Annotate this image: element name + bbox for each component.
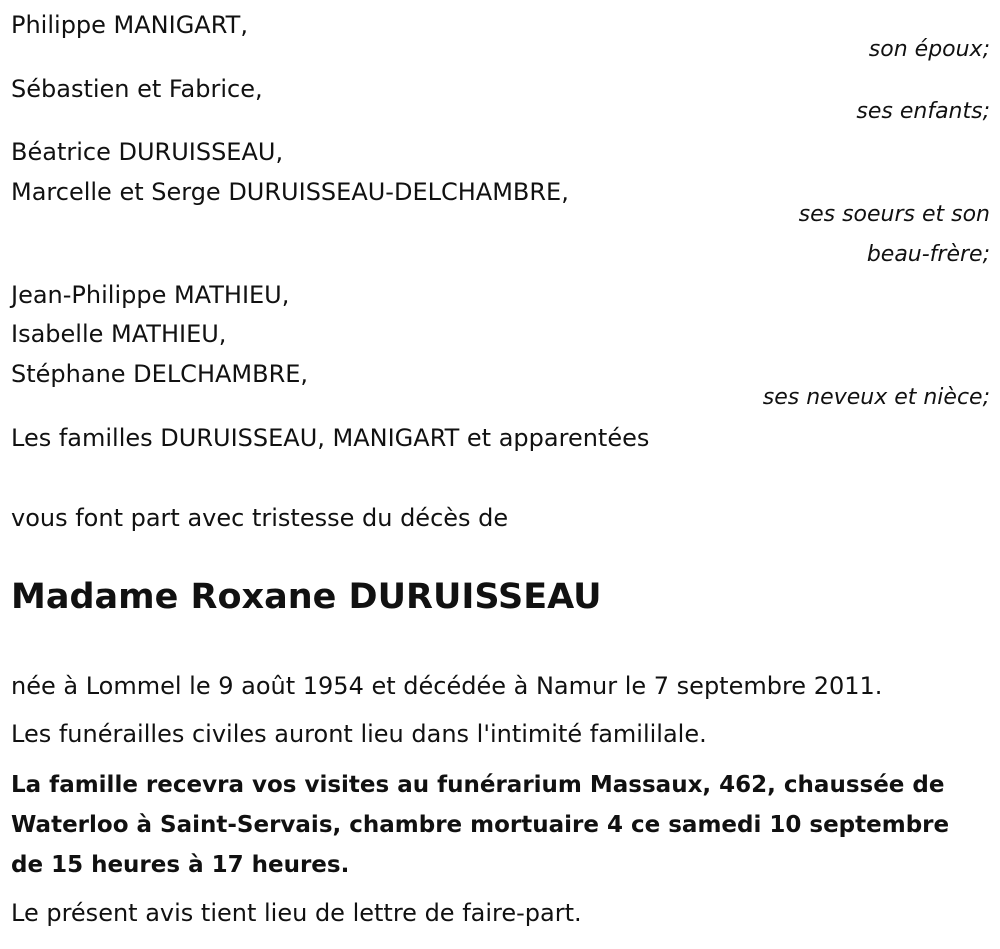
intro-line: vous font part avec tristesse du décès de bbox=[11, 504, 509, 532]
name-beatrice-duruisseau: Béatrice DURUISSEAU, bbox=[11, 138, 284, 166]
relation-nephews: ses neveux et nièce; bbox=[762, 385, 990, 410]
name-marcelle-serge: Marcelle et Serge DURUISSEAU-DELCHAMBRE, bbox=[11, 178, 569, 206]
closing-line: Le présent avis tient lieu de lettre de faire-part. bbox=[11, 899, 582, 927]
name-jean-philippe-mathieu: Jean-Philippe MATHIEU, bbox=[11, 281, 290, 309]
birth-death-line: née à Lommel le 9 août 1954 et décédée à Namur le 7 septembre 2011. bbox=[11, 672, 883, 700]
name-isabelle-mathieu: Isabelle MATHIEU, bbox=[11, 320, 227, 348]
funeral-line: Les funérailles civiles auront lieu dans l'intimité famililale. bbox=[11, 720, 707, 748]
visits-paragraph: La famille recevra vos visites au funérarium Massaux, 462, chaussée de Waterloo à Saint-Servais, chambre mortuaire 4 ce samedi 10 septembre de 15 heures à 17 heures. bbox=[11, 772, 950, 878]
relation-sisters-line2: beau-frère; bbox=[866, 242, 990, 267]
families-line: Les familles DURUISSEAU, MANIGART et apparentées bbox=[11, 424, 650, 452]
deceased-name: Madame Roxane DURUISSEAU bbox=[11, 577, 602, 617]
name-children: Sébastien et Fabrice, bbox=[11, 75, 263, 103]
name-philippe-manigart: Philippe MANIGART, bbox=[11, 11, 248, 39]
relation-sisters-line1: ses soeurs et son bbox=[798, 202, 990, 227]
relation-spouse: son époux; bbox=[868, 37, 990, 62]
name-stephane-delchambre: Stéphane DELCHAMBRE, bbox=[11, 360, 309, 388]
relation-children: ses enfants; bbox=[856, 99, 990, 124]
